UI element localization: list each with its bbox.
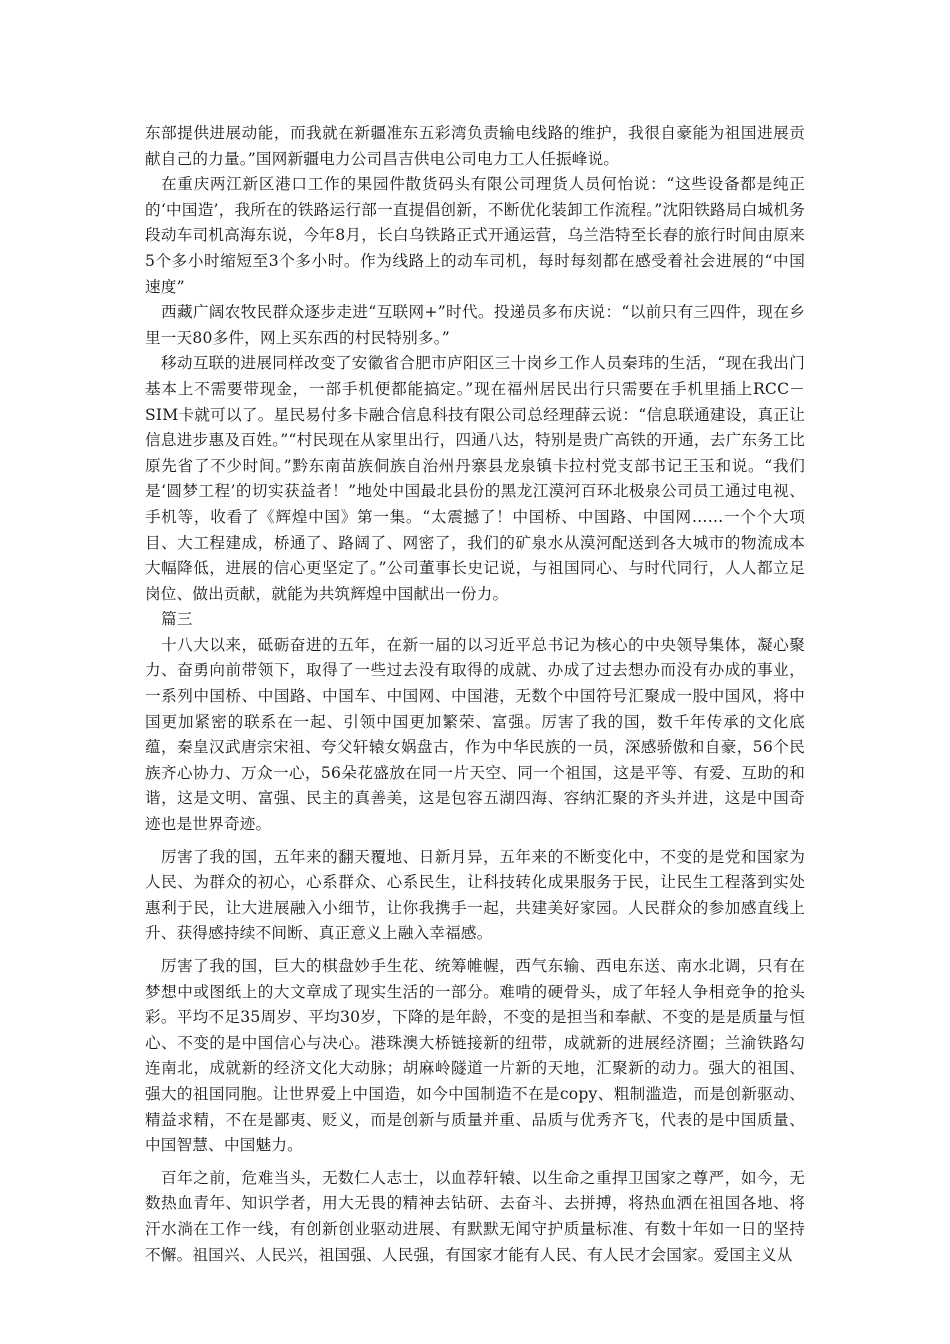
document-body [145,121,805,1268]
paragraph-continued: 东部提供进展动能，而我就在新疆准东五彩湾负责输电线路的维护，我很自豪能为祖国进展贡献自己的力量。”国网新疆电力公司昌吉供电公司电力工人任振峰说。 [145,124,805,168]
paragraph-tibet-internet: 西藏广阔农牧民群众逐步走进“互联网+”时代。投递员多布庆说：“以前只有三四件，现在乡里一天80多件，网上买东西的村民特别多。” [145,303,805,347]
paragraph-chessboard: 厉害了我的国，巨大的棋盘妙手生花、统筹帷幄，西气东输、西电东送、南水北调，只有在梦想中或图纸上的大文章成了现实生活的一部分。难啃的硬骨头，成了年轻人争相竞争的抢头彩。平均不足35周岁、平均30岁，下降的是年龄，不变的是担当和奉献、不变的是是质量与恒心、不变的是中国信心与决心。港珠澳大桥链接新的纽带，成就新的进展经济圈；兰渝铁路勾连南北，成就新的经济文化大动脉；胡麻岭隧道一片新的天地，汇聚新的动力。强大的祖国、强大的祖国同胞。让世界爱上中国造，如今中国制造不在是copy、粗制滥造，而是创新驱动、精益求精，不在是鄙夷、贬义，而是创新与质量并重、品质与优秀齐飞，代表的是中国质量、中国智慧、中国魅力。 [145,957,805,1155]
paragraph-eighteenth-congress: 十八大以来，砥砺奋进的五年，在新一届的以习近平总书记为核心的中央领导集体，凝心聚力、奋勇向前带领下，取得了一些过去没有取得的成就、办成了过去想办而没有办成的事业，一系列中国桥、中国路、中国车、中国网、中国港，无数个中国符号汇聚成一股中国风，将中国更加紧密的联系在一起、引领中国更加繁荣、富强。厉害了我的国，数千年传承的文化底蕴，秦皇汉武唐宗宋祖、夸父轩辕女娲盘古，作为中华民族的一员，深感骄傲和自豪，56个民族齐心协力、万众一心，56朵花盛放在同一片天空、同一个祖国，这是平等、有爱、互助的和谐，这是文明、富强、民主的真善美，这是包容五湖四海、容纳汇聚的齐头并进，这是中国奇迹也是世界奇迹。 [145,635,805,834]
paragraph-hundred-years: 百年之前，危难当头，无数仁人志士，以血荐轩辕、以生命之重捍卫国家之尊严，如今，无数热血青年、知识学者，用大无畏的精神去钻研、去奋斗、去拼搏，将热血洒在祖国各地、将汗水淌在工作一线，有创新创业驱动进展、有默默无闻守护质量标准、有数十年如一日的坚持不懈。祖国兴、人民兴，祖国强、人民强，有国家才能有人民、有人民才会国家。爱国主义从 [145,1168,805,1264]
paragraph-chongqing-port: 在重庆两江新区港口工作的果园件散货码头有限公司理货人员何怡说：“这些设备都是纯正的‘中国造’，我所在的铁路运行部一直提倡创新，不断优化装卸工作流程。”沈阳铁路局白城机务段动车司机高海东说，今年8月，长白乌铁路正式开通运营，乌兰浩特至长春的旅行时间由原来5个多小时缩短至3个多小时。作为线路上的动车司机，每时每刻都在感受着社会进展的“中国速度” [145,175,805,296]
paragraph-five-years: 厉害了我的国，五年来的翻天覆地、日新月异，五年来的不断变化中，不变的是党和国家为人民、为群众的初心，心系群众、心系民生，让科技转化成果服务于民，让民生工程落到实处惠利于民，让大进展融入小细节，让你我携手一起，共建美好家园。人民群众的参加感直线上升、获得感持续不间断、真正意义上融入幸福感。 [145,847,805,943]
section-heading: 篇三 [161,610,193,629]
paragraph-mobile-internet: 移动互联的进展同样改变了安徽省合肥市庐阳区三十岗乡工作人员秦玮的生活，“现在我出门基本上不需要带现金，一部手机便都能搞定。”现在福州居民出行只需要在手机里插上RCC－SIM卡就可以了。星民易付多卡融合信息科技有限公司总经理薛云说：“信息联通建设，真正让信息进步惠及百姓。”“村民现在从家里出行，四通八达，特别是贵广高铁的开通，去广东务工比原先省了不少时间。”黔东南苗族侗族自治州丹寨县龙泉镇卡拉村党支部书记王玉和说。“我们是‘圆梦工程’的切实获益者！”地处中国最北县份的黑龙江漠河百环北极泉公司员工通过电视、手机等，收看了《辉煌中国》第一集。“太震撼了！中国桥、中国路、中国网……一个个大项目、大工程建成，桥通了、路阔了、网密了，我们的矿泉水从漠河配送到各大城市的物流成本大幅降低，进展的信心更坚定了。”公司董事长史记说，与祖国同心、与时代同行，人人都立足岗位、做出贡献，就能为共筑辉煌中国献出一份力。 [145,354,805,603]
